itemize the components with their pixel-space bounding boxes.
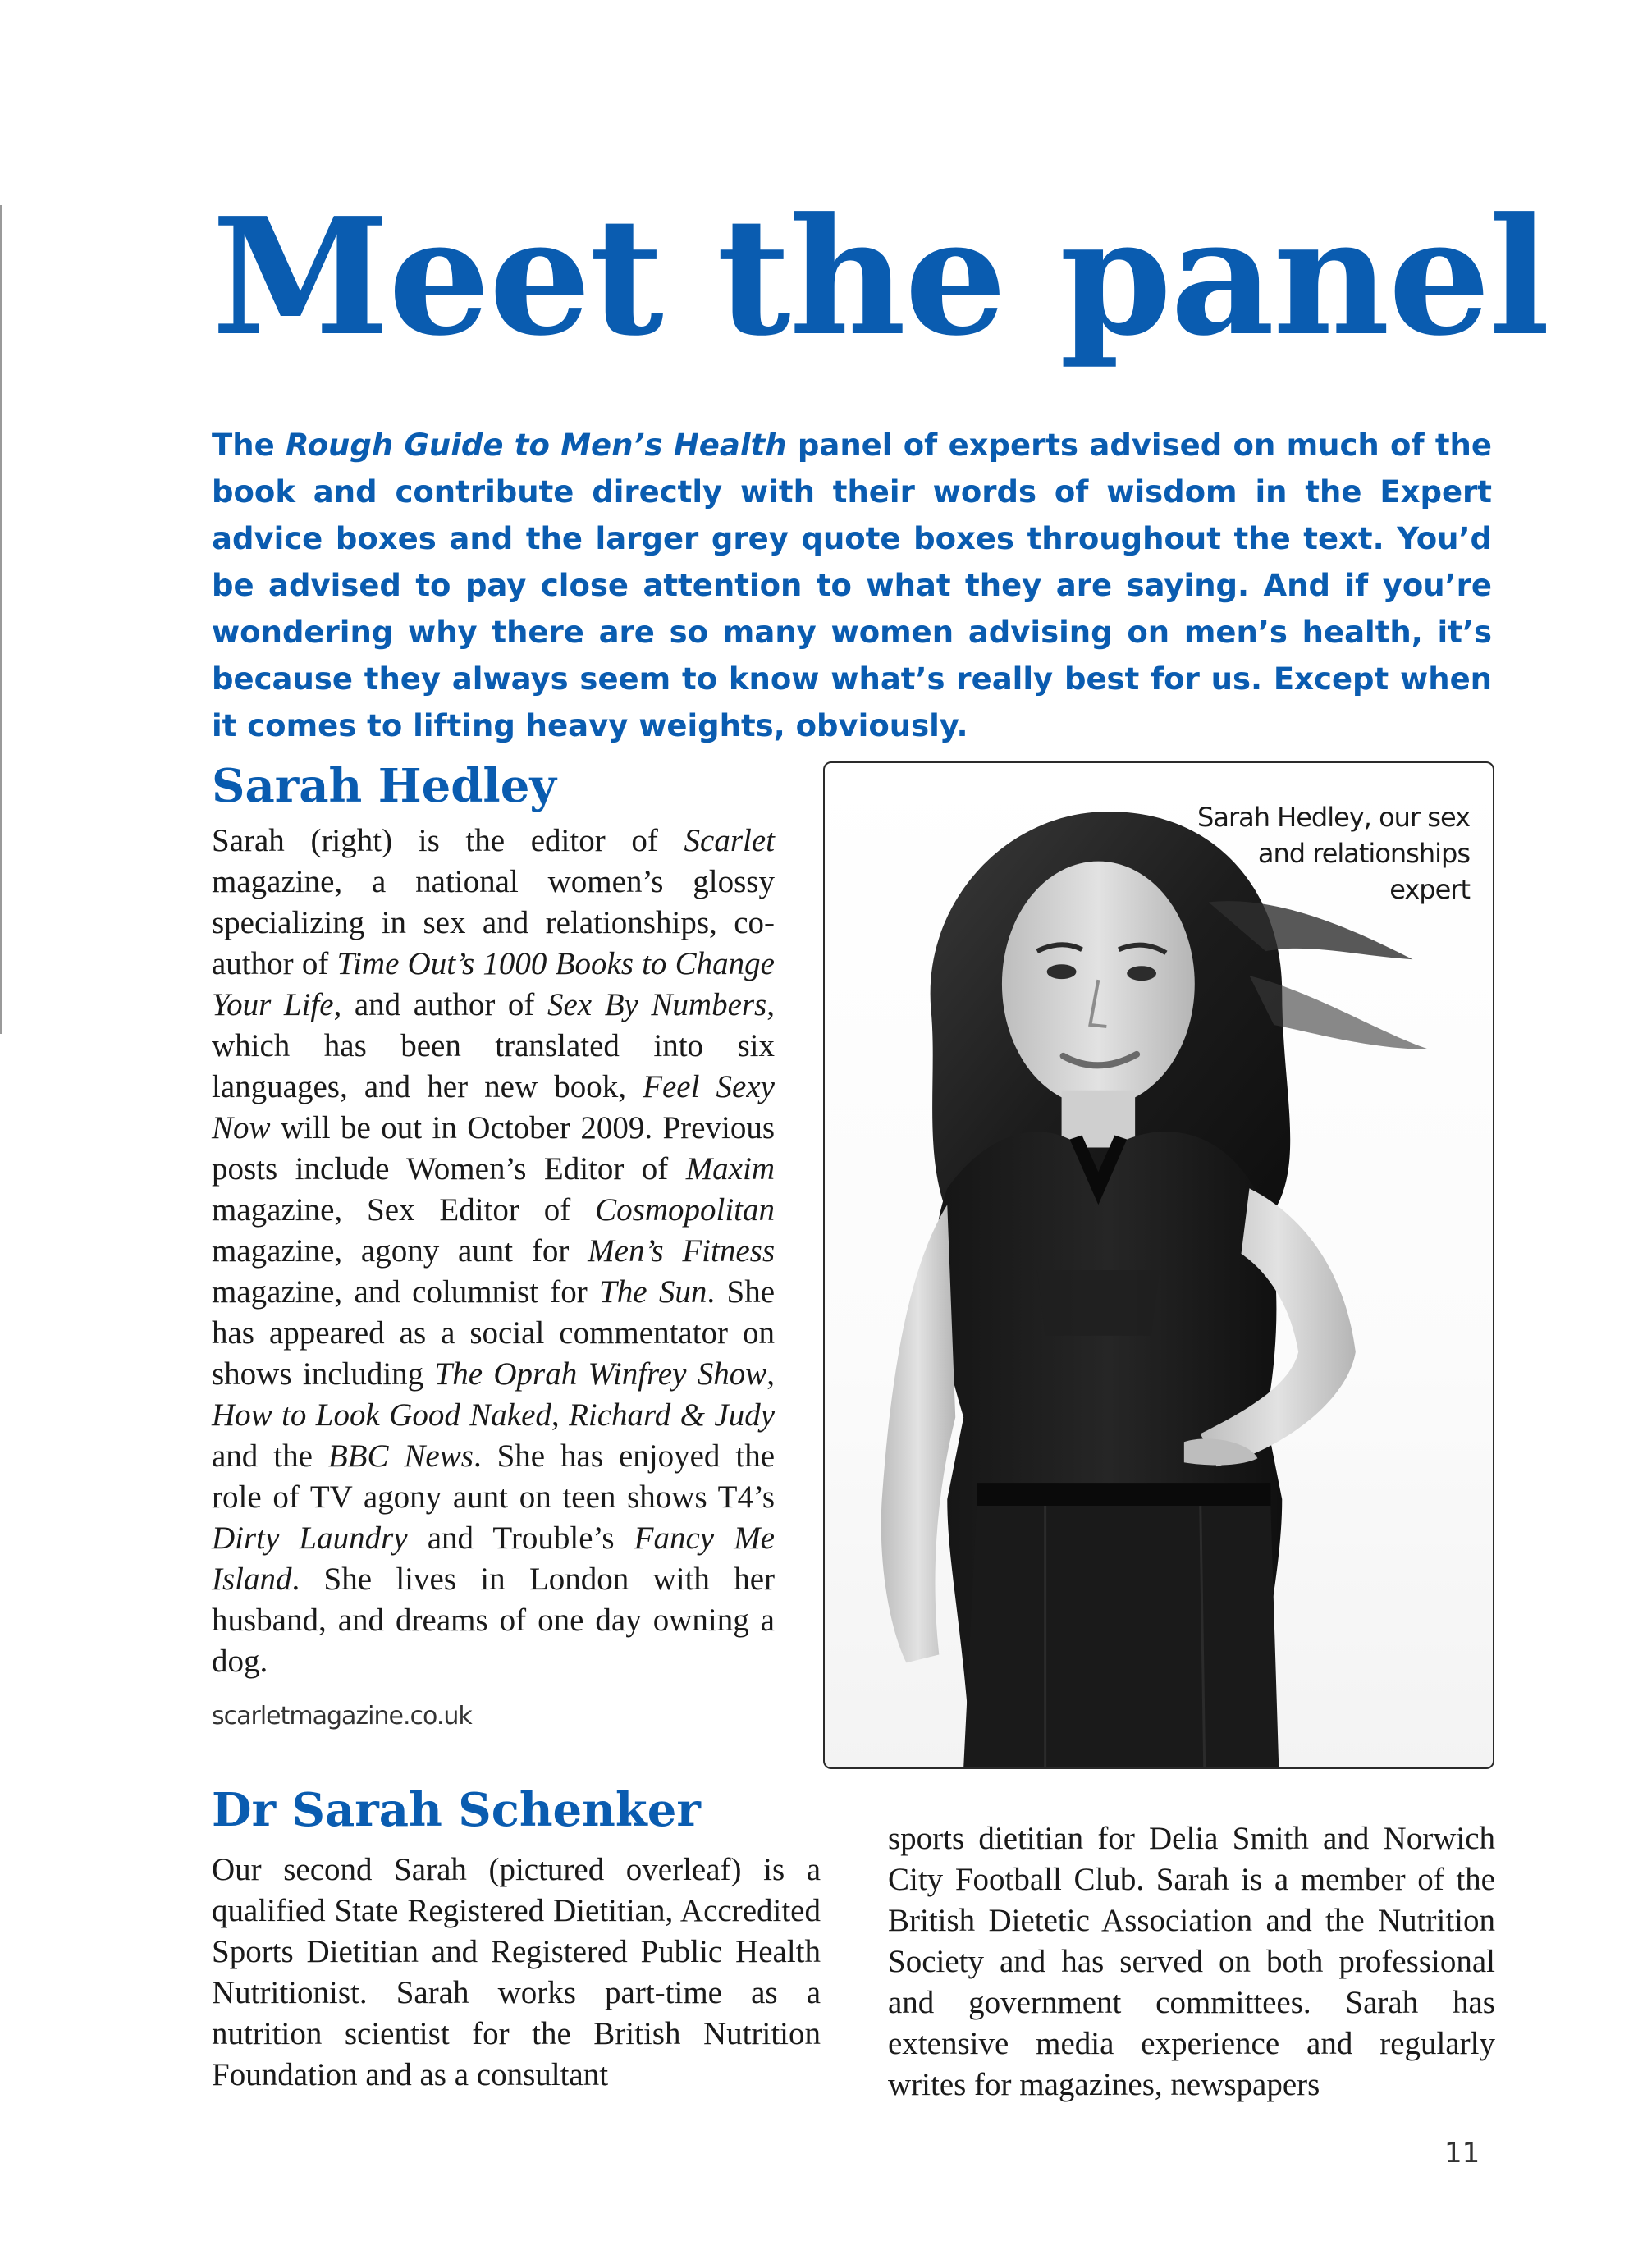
- intro-paragraph: [212, 422, 1492, 749]
- bio-text-run: will be out in October 2009. Previous posts include Women’s Editor of: [212, 1110, 775, 1187]
- bio-italic-title: How to Look Good Naked: [212, 1397, 551, 1433]
- bio-italic-title: Fancy Me Island: [212, 1520, 775, 1597]
- bio-text-run: magazine, and columnist for: [212, 1274, 600, 1310]
- bio-italic-title: Scarlet: [684, 823, 775, 858]
- bio-italic-title: Sex By Numbers: [547, 987, 767, 1022]
- schenker-heading: Dr Sarah Schenker: [212, 1783, 701, 1837]
- hedley-bio: [212, 821, 775, 1682]
- photo-caption: Sarah Hedley, our sex and relationships expert: [1197, 802, 1470, 905]
- bio-text-run: ,: [766, 1356, 775, 1392]
- bio-text-run: , and author of: [333, 987, 547, 1022]
- bio-italic-title: The Oprah Winfrey Show: [434, 1356, 767, 1392]
- page-number: 11: [1444, 2137, 1480, 2170]
- bio-italic-title: Cosmopolitan: [595, 1192, 775, 1228]
- bio-text-run: . She lives in London with her husband, and dreams of one day owning a dog.: [212, 1562, 775, 1679]
- hedley-website-link[interactable]: scarletmagazine.co.uk: [212, 1702, 472, 1731]
- bio-text-run: magazine, Sex Editor of: [212, 1192, 596, 1228]
- bio-text-run: Sarah (right) is the editor of: [212, 823, 684, 858]
- portrait-illustration: [825, 763, 1493, 1767]
- bio-italic-title: BBC News: [327, 1438, 474, 1474]
- bio-text-run: . She has appeared as a social commentator on shows including: [212, 1274, 775, 1392]
- bio-italic-title: Dirty Laundry: [212, 1520, 408, 1556]
- bio-text-run: . She has enjoyed the role of TV agony aunt on teen shows T4’s: [212, 1438, 775, 1515]
- hedley-heading: Sarah Hedley: [212, 759, 556, 813]
- bio-text-run: and the: [212, 1438, 328, 1474]
- intro-text: panel of experts advised on much of the book and contribute directly with their words of wisdom in the Expert advice boxes and the larger grey quote boxes throughout the text. You’d be advised to pay close attention to what they are saying. And if you’re wondering why there are so many women advising on men’s health, it’s because they always seem to know what’s really best for us. Except when it comes to lifting heavy weights, obviously.: [212, 428, 1492, 743]
- bio-italic-title: Time Out’s 1000 Books to Change Your Life: [212, 946, 775, 1022]
- bio-text-run: , which has been translated into six languages, and her new book,: [212, 987, 775, 1104]
- bio-italic-title: The Sun: [599, 1274, 707, 1310]
- bio-italic-title: Feel Sexy Now: [212, 1069, 775, 1145]
- hedley-photo: [823, 761, 1494, 1769]
- schenker-bio-left: Our second Sarah (pictured overleaf) is a qualified State Registered Dietitian, Accredited Sports Dietitian and Registered Public Health Nutritionist. Sarah works part-time as a nutrition scientist for the British Nutrition Foundation and as a consultant: [212, 1852, 821, 2092]
- margin-rule: [0, 205, 2, 1034]
- bio-italic-title: Maxim: [685, 1151, 775, 1187]
- page-title: Meet the panel: [212, 183, 1549, 372]
- bio-text-run: ,: [551, 1397, 570, 1433]
- intro-book-title: Rough Guide to Men’s Health: [285, 428, 787, 463]
- bio-italic-title: Men’s Fitness: [588, 1233, 776, 1269]
- bio-italic-title: Richard & Judy: [569, 1397, 776, 1433]
- intro-lead: The: [212, 428, 286, 463]
- bio-text-run: and Trouble’s: [407, 1520, 634, 1556]
- bio-text-run: magazine, agony aunt for: [212, 1233, 588, 1269]
- bio-text-run: magazine, a national women’s glossy specializing in sex and relationships, co-author of: [212, 864, 775, 981]
- schenker-bio-right: sports dietitian for Delia Smith and Norwich City Football Club. Sarah is a member of the British Dietetic Association and the Nutrition Society and has served on both professional and government committees. Sarah has extensive media experience and regularly writes for magazines, newspapers: [888, 1821, 1495, 2102]
